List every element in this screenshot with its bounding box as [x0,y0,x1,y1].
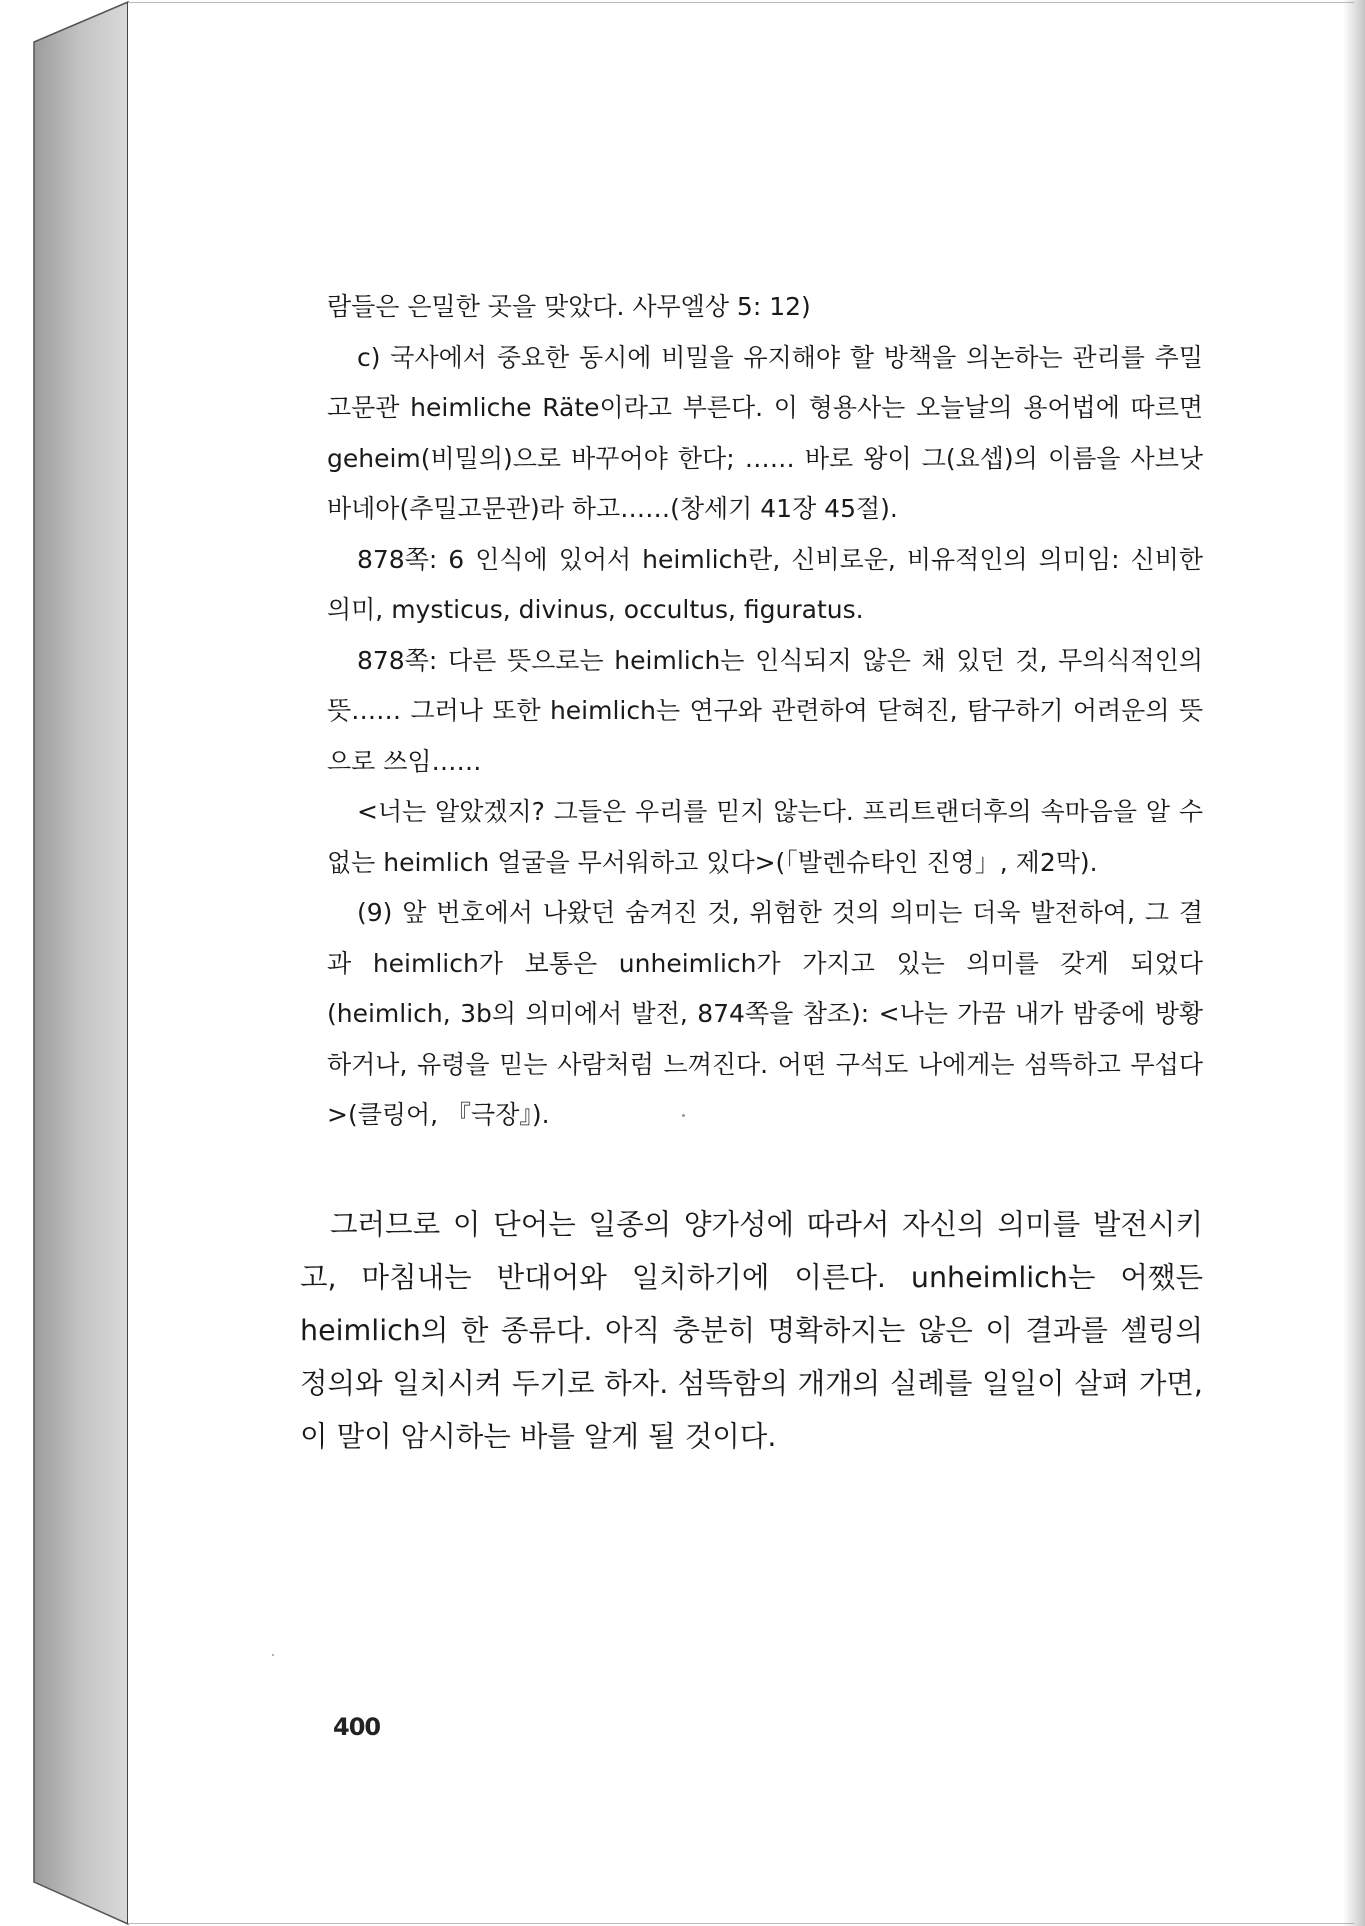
scan-speck [272,1654,274,1656]
page-edge-shadow [1343,0,1365,1926]
quote-paragraph-1: 람들은 은밀한 곳을 맞았다. 사무엘상 5: 12) [327,292,811,321]
quote-paragraph-2: c) 국사에서 중요한 동시에 비밀을 유지해야 할 방책을 의논하는 관리를 추밀고문관 heimliche Räte이라고 부른다. 이 형용사는 오늘날의 용어법에 따르면 geheim(비밀의)으로 바꾸어야 한다; …… 바로 왕이 그(요셉)의 이름을 사브낫바네아(추밀고문관)라 하고……(창세기 41장 45절). [327,342,1203,523]
body-paragraph-1: 그러므로 이 단어는 일종의 양가성에 따라서 자신의 의미를 발전시키고, 마침내는 반대어와 일치하기에 이른다. unheimlich는 어쨌든 heimlich의 한 종류다. 아직 충분히 명확하지는 않은 이 결과를 셸링의 정의와 일치시켜 두기로 하자. 섬뜩함의 개개의 실례를 일일이 살펴 가면, 이 말이 암시하는 바를 알게 될 것이다. [300,1208,1203,1453]
scan-speck [682,1114,685,1117]
quote-paragraph-6: (9) 앞 번호에서 나왔던 숨겨진 것, 위험한 것의 의미는 더욱 발전하여, 그 결과 heimlich가 보통은 unheimlich가 가지고 있는 의미를 갖게 되었다(heimlich, 3b의 의미에서 발전, 874쪽을 참조): <나는 가끔 내가 밤중에 방황하거나, 유령을 믿는 사람처럼 느껴진다. 어떤 구석도 나에게는 섬뜩하고 무섭다>(클링어, 『극장』). [327,898,1203,1129]
quoted-dictionary-excerpt [327,282,1203,1141]
page-number: 400 [333,1713,381,1741]
quote-paragraph-4: 878쪽: 다른 뜻으로는 heimlich는 인식되지 않은 채 있던 것, 무의식적인의 뜻…… 그러나 또한 heimlich는 연구와 관련하여 닫혀진, 탐구하기 어려운의 뜻으로 쓰임…… [327,645,1203,776]
main-body-text [300,1198,1203,1463]
book-spine [0,0,135,1926]
quote-paragraph-5: <너는 알았겠지? 그들은 우리를 믿지 않는다. 프리트랜더후의 속마음을 알 수 없는 heimlich 얼굴을 무서워하고 있다>(「발렌슈타인 진영」, 제2막). [327,797,1203,877]
quote-paragraph-3: 878쪽: 6 인식에 있어서 heimlich란, 신비로운, 비유적인의 의미임: 신비한 의미, mysticus, divinus, occultus, figuratus. [327,544,1203,624]
